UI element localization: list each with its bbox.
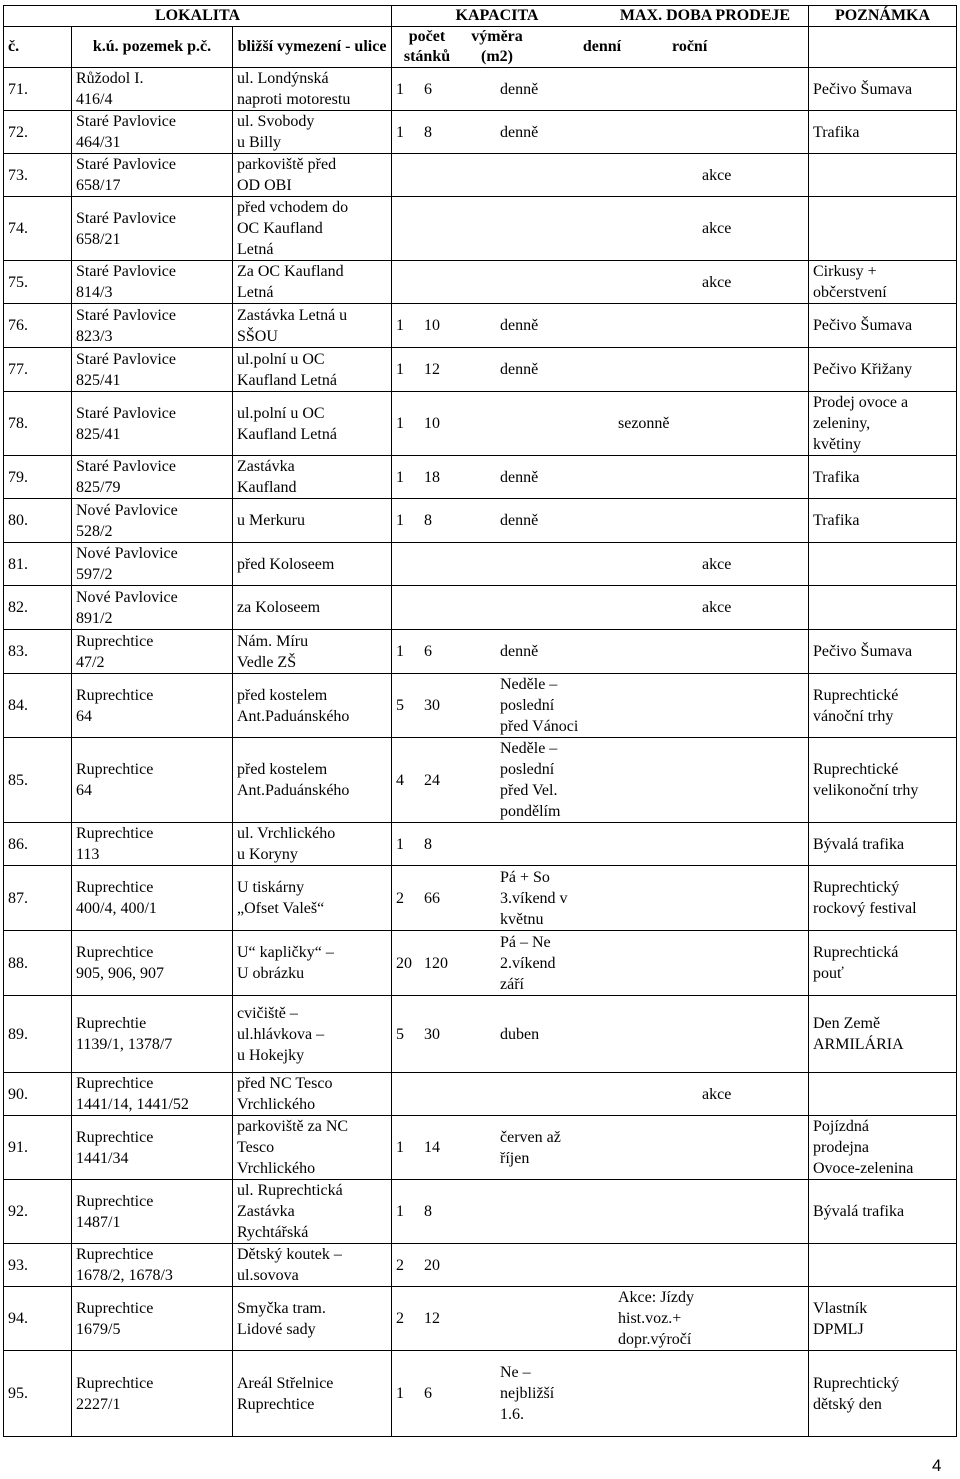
table-row <box>4 1180 957 1244</box>
row-daily: denně <box>500 468 539 486</box>
row-area: 6 <box>424 1385 432 1402</box>
row-number: 79. <box>4 456 72 499</box>
row-stall-count: 1 <box>396 317 404 334</box>
row-note <box>809 1244 957 1287</box>
row-stall-count: 1 <box>396 512 404 529</box>
row-number: 76. <box>4 304 72 348</box>
row-stall-count: 1 <box>396 1385 404 1402</box>
row-street: ul.polní u OC Kaufland Letná <box>233 348 392 392</box>
row-number: 93. <box>4 1244 72 1287</box>
row-capacity <box>392 68 809 111</box>
header-poznamka-sub <box>809 27 957 68</box>
row-stall-count: 1 <box>396 415 404 432</box>
row-street: před kostelem Ant.Paduánského <box>233 738 392 823</box>
row-street: u Merkuru <box>233 499 392 543</box>
row-stall-count: 1 <box>396 835 404 853</box>
row-area: 8 <box>424 123 432 141</box>
row-number: 80. <box>4 499 72 543</box>
table-row <box>4 738 957 823</box>
row-note: Cirkusy + občerstvení <box>809 261 957 304</box>
row-ku: Staré Pavlovice 814/3 <box>72 261 233 304</box>
table-row <box>4 261 957 304</box>
row-street: Za OC Kaufland Letná <box>233 261 392 304</box>
row-street: ul. Ruprechtická Zastávka Rychtářská <box>233 1180 392 1244</box>
row-number: 88. <box>4 931 72 996</box>
row-ku: Staré Pavlovice 823/3 <box>72 304 233 348</box>
row-street: parkoviště před OD OBI <box>233 154 392 197</box>
table-row <box>4 823 957 866</box>
row-daily: denně <box>500 123 539 141</box>
row-action: akce <box>702 166 732 184</box>
row-ku: Staré Pavlovice 825/41 <box>72 392 233 456</box>
row-number: 83. <box>4 630 72 674</box>
header-row-sub <box>4 27 957 68</box>
row-number: 78. <box>4 392 72 456</box>
row-ku: Nové Pavlovice 597/2 <box>72 543 233 586</box>
header-row-top <box>4 6 957 27</box>
header-rocni: roční <box>672 38 708 55</box>
table-row <box>4 1287 957 1351</box>
row-number: 86. <box>4 823 72 866</box>
row-capacity <box>392 197 809 261</box>
row-note <box>809 154 957 197</box>
row-daily: denně <box>500 317 539 334</box>
row-note: Trafika <box>809 499 957 543</box>
table-row <box>4 197 957 261</box>
row-capacity <box>392 738 809 823</box>
row-ku: Ruprechtice 1441/14, 1441/52 <box>72 1073 233 1116</box>
row-stall-count: 4 <box>396 771 404 789</box>
row-daily: denně <box>500 361 539 378</box>
row-note <box>809 1073 957 1116</box>
row-ku: Staré Pavlovice 464/31 <box>72 111 233 154</box>
row-ku: Ruprechtice 64 <box>72 674 233 738</box>
row-capacity <box>392 456 809 499</box>
table-row <box>4 68 957 111</box>
row-street: Nám. Míru Vedle ZŠ <box>233 630 392 674</box>
row-note: Ruprechtický dětský den <box>809 1351 957 1437</box>
table-row <box>4 111 957 154</box>
row-note: Ruprechtické vánoční trhy <box>809 674 957 738</box>
row-stall-count: 1 <box>396 1203 404 1220</box>
row-ku: Staré Pavlovice 825/79 <box>72 456 233 499</box>
row-daily: Ne – nejbližší 1.6. <box>500 1364 555 1423</box>
row-note: Pečivo Šumava <box>809 68 957 111</box>
row-daily: Neděle – poslední před Vánoci <box>500 676 579 735</box>
row-number: 92. <box>4 1180 72 1244</box>
row-area: 20 <box>424 1256 440 1274</box>
row-capacity <box>392 1180 809 1244</box>
row-capacity <box>392 154 809 197</box>
table-row <box>4 674 957 738</box>
page-number: 4 <box>932 1456 942 1475</box>
row-street: U“ kapličky“ – U obrázku <box>233 931 392 996</box>
row-street: před vchodem do OC Kaufland Letná <box>233 197 392 261</box>
row-action: akce <box>702 220 732 237</box>
row-stall-count: 2 <box>396 1256 404 1274</box>
row-number: 89. <box>4 996 72 1073</box>
row-capacity <box>392 674 809 738</box>
header-sub-group <box>392 27 809 68</box>
row-street: Areál Střelnice Ruprechtice <box>233 1351 392 1437</box>
row-ku: Ruprechtice 1487/1 <box>72 1180 233 1244</box>
row-stall-count: 1 <box>396 1139 404 1156</box>
table-row <box>4 304 957 348</box>
row-number: 77. <box>4 348 72 392</box>
header-vymera: výměra (m2) <box>471 28 523 65</box>
row-capacity <box>392 111 809 154</box>
row-number: 87. <box>4 866 72 931</box>
row-area: 14 <box>424 1139 440 1156</box>
row-capacity <box>392 348 809 392</box>
row-note: Trafika <box>809 456 957 499</box>
row-capacity <box>392 630 809 674</box>
row-ku: Ruprechtice 1679/5 <box>72 1287 233 1351</box>
row-street: Zastávka Letná u SŠOU <box>233 304 392 348</box>
table-row <box>4 1244 957 1287</box>
row-area: 10 <box>424 415 440 432</box>
row-capacity <box>392 1287 809 1351</box>
row-area: 8 <box>424 835 432 853</box>
table-row <box>4 931 957 996</box>
table-row <box>4 1116 957 1180</box>
row-capacity <box>392 304 809 348</box>
table-row <box>4 866 957 931</box>
row-stall-count: 1 <box>396 468 404 486</box>
table-row <box>4 586 957 630</box>
row-number: 71. <box>4 68 72 111</box>
row-note <box>809 197 957 261</box>
row-daily: červen až říjen <box>500 1128 561 1167</box>
row-area: 12 <box>424 1310 440 1327</box>
row-daily: denně <box>500 80 539 98</box>
table-row <box>4 630 957 674</box>
row-ku: Růžodol I. 416/4 <box>72 68 233 111</box>
row-area: 66 <box>424 889 440 907</box>
row-stall-count: 2 <box>396 889 404 907</box>
row-number: 95. <box>4 1351 72 1437</box>
table-row <box>4 996 957 1073</box>
row-capacity <box>392 543 809 586</box>
row-note: Pečivo Křižany <box>809 348 957 392</box>
row-number: 81. <box>4 543 72 586</box>
row-number: 72. <box>4 111 72 154</box>
table-row <box>4 543 957 586</box>
row-ku: Ruprechtice 113 <box>72 823 233 866</box>
table-row <box>4 348 957 392</box>
row-action: akce <box>702 555 732 573</box>
row-stall-count: 5 <box>396 1025 404 1043</box>
row-capacity <box>392 823 809 866</box>
row-area: 12 <box>424 361 440 378</box>
row-street: cvičiště – ul.hlávkova – u Hokejky <box>233 996 392 1073</box>
header-group <box>392 6 809 27</box>
row-stall-count: 2 <box>396 1310 404 1327</box>
row-ku: Ruprechtice 400/4, 400/1 <box>72 866 233 931</box>
row-area: 6 <box>424 643 432 660</box>
header-max-doba: MAX. DOBA PRODEJE <box>619 7 791 24</box>
row-ku: Ruprechtice 1678/2, 1678/3 <box>72 1244 233 1287</box>
row-area: 8 <box>424 1203 432 1220</box>
row-street: Smyčka tram. Lidové sady <box>233 1287 392 1351</box>
row-note: Pojízdná prodejna Ovoce-zelenina <box>809 1116 957 1180</box>
row-area: 120 <box>424 954 448 972</box>
row-action: Akce: Jízdy hist.voz.+ dopr.výročí <box>618 1289 694 1348</box>
row-area: 24 <box>424 771 440 789</box>
row-ku: Ruprechtice 2227/1 <box>72 1351 233 1437</box>
header-kapacita: KAPACITA <box>455 7 539 24</box>
stalls-table <box>3 5 957 1437</box>
row-capacity <box>392 931 809 996</box>
row-capacity <box>392 1073 809 1116</box>
header-lokalita: LOKALITA <box>4 6 392 27</box>
header-pocet: počet stánků <box>403 28 451 65</box>
row-note: Prodej ovoce a zeleniny, květiny <box>809 392 957 456</box>
row-capacity <box>392 261 809 304</box>
row-area: 8 <box>424 512 432 529</box>
row-action: akce <box>702 1085 732 1103</box>
row-number: 82. <box>4 586 72 630</box>
row-stall-count: 1 <box>396 123 404 141</box>
row-note: Ruprechtická pouť <box>809 931 957 996</box>
row-note: Bývalá trafika <box>809 823 957 866</box>
row-capacity <box>392 1244 809 1287</box>
row-street: ul. Londýnská naproti motorestu <box>233 68 392 111</box>
row-note: Bývalá trafika <box>809 1180 957 1244</box>
table-row <box>4 499 957 543</box>
row-ku: Nové Pavlovice 891/2 <box>72 586 233 630</box>
row-daily: duben <box>500 1025 540 1043</box>
row-capacity <box>392 392 809 456</box>
row-area: 30 <box>424 1025 440 1043</box>
row-number: 94. <box>4 1287 72 1351</box>
row-ku: Staré Pavlovice 658/17 <box>72 154 233 197</box>
row-action: akce <box>702 599 732 616</box>
row-street: před kostelem Ant.Paduánského <box>233 674 392 738</box>
row-street: Dětský koutek – ul.sovova <box>233 1244 392 1287</box>
row-number: 75. <box>4 261 72 304</box>
row-ku: Nové Pavlovice 528/2 <box>72 499 233 543</box>
row-ku: Ruprechtice 47/2 <box>72 630 233 674</box>
row-note <box>809 543 957 586</box>
row-ku: Staré Pavlovice 658/21 <box>72 197 233 261</box>
row-stall-count: 20 <box>396 954 412 972</box>
row-daily: Pá + So 3.víkend v květnu <box>500 868 568 928</box>
row-area: 30 <box>424 697 440 714</box>
row-ku: Ruprechtie 1139/1, 1378/7 <box>72 996 233 1073</box>
row-ku: Ruprechtice 905, 906, 907 <box>72 931 233 996</box>
table-body <box>4 68 957 1437</box>
row-note: Pečivo Šumava <box>809 630 957 674</box>
row-number: 84. <box>4 674 72 738</box>
row-capacity <box>392 586 809 630</box>
row-note: Ruprechtický rockový festival <box>809 866 957 931</box>
row-number: 85. <box>4 738 72 823</box>
row-capacity <box>392 866 809 931</box>
row-note: Trafika <box>809 111 957 154</box>
row-daily: denně <box>500 643 539 660</box>
row-action: akce <box>702 273 732 291</box>
row-area: 6 <box>424 80 432 98</box>
row-street: ul. Vrchlického u Koryny <box>233 823 392 866</box>
row-yearly: sezonně <box>618 415 670 432</box>
row-stall-count: 5 <box>396 697 404 714</box>
row-street: ul. Svobody u Billy <box>233 111 392 154</box>
row-number: 73. <box>4 154 72 197</box>
row-capacity <box>392 1116 809 1180</box>
row-number: 74. <box>4 197 72 261</box>
table-row <box>4 1073 957 1116</box>
row-capacity <box>392 499 809 543</box>
row-street: U tiskárny „Ofset Valeš“ <box>233 866 392 931</box>
table-row <box>4 1351 957 1437</box>
row-note: Ruprechtické velikonoční trhy <box>809 738 957 823</box>
row-area: 18 <box>424 468 440 486</box>
header-ku: k.ú. pozemek p.č. <box>72 27 233 68</box>
header-c: č. <box>4 27 72 68</box>
row-note: Den Země ARMILÁRIA <box>809 996 957 1073</box>
row-street: parkoviště za NC Tesco Vrchlického <box>233 1116 392 1180</box>
row-ku: Ruprechtice 1441/34 <box>72 1116 233 1180</box>
row-daily: Neděle – poslední před Vel. pondělím <box>500 740 561 820</box>
row-area: 10 <box>424 317 440 334</box>
row-stall-count: 1 <box>396 80 404 98</box>
row-capacity <box>392 1351 809 1437</box>
row-note: Pečivo Šumava <box>809 304 957 348</box>
row-street: před Koloseem <box>233 543 392 586</box>
row-daily: denně <box>500 512 539 529</box>
row-ku: Staré Pavlovice 825/41 <box>72 348 233 392</box>
row-street: před NC Tesco Vrchlického <box>233 1073 392 1116</box>
header-denni: denní <box>582 38 622 55</box>
row-number: 90. <box>4 1073 72 1116</box>
row-number: 91. <box>4 1116 72 1180</box>
row-street: ul.polní u OC Kaufland Letná <box>233 392 392 456</box>
row-daily: Pá – Ne 2.víkend září <box>500 933 556 993</box>
header-blizsi: bližší vymezení - ulice <box>233 27 392 68</box>
table-row <box>4 456 957 499</box>
row-note <box>809 586 957 630</box>
row-capacity <box>392 996 809 1073</box>
table-row <box>4 154 957 197</box>
row-note: Vlastník DPMLJ <box>809 1287 957 1351</box>
row-stall-count: 1 <box>396 361 404 378</box>
row-ku: Ruprechtice 64 <box>72 738 233 823</box>
header-poznamka: POZNÁMKA <box>809 6 957 27</box>
row-stall-count: 1 <box>396 643 404 660</box>
row-street: za Koloseem <box>233 586 392 630</box>
table-row <box>4 392 957 456</box>
row-street: Zastávka Kaufland <box>233 456 392 499</box>
